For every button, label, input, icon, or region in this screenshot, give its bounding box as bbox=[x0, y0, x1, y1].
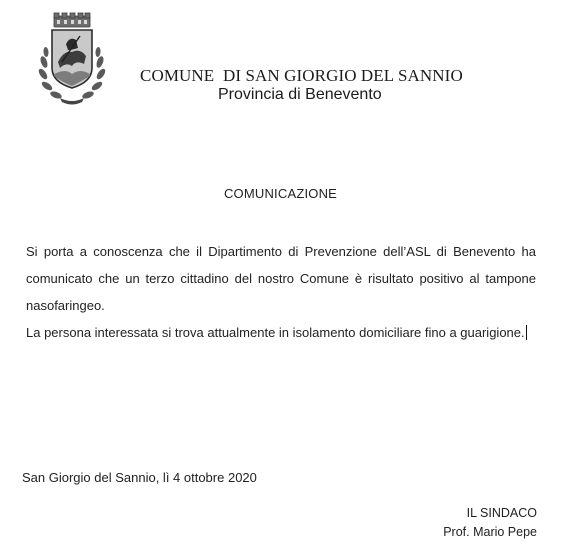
signature-title: IL SINDACO bbox=[466, 506, 537, 520]
communication-body[interactable] bbox=[26, 238, 536, 346]
municipality-title: COMUNE DI SAN GIORGIO DEL SANNIO bbox=[140, 66, 463, 85]
province-subtitle: Provincia di Benevento bbox=[218, 86, 382, 103]
signature-block bbox=[443, 504, 537, 542]
municipal-coat-of-arms-icon bbox=[36, 12, 108, 106]
text-cursor bbox=[526, 325, 527, 340]
document-heading: COMUNICAZIONE bbox=[223, 186, 338, 201]
signature-name: Prof. Mario Pepe bbox=[443, 525, 537, 539]
body-paragraph-2 bbox=[26, 319, 536, 346]
body-paragraph-2-text: La persona interessata si trova attualmente in isolamento domiciliare fino a guarigione. bbox=[26, 325, 525, 340]
body-paragraph-1: Si porta a conoscenza che il Dipartimento di Prevenzione dell’ASL di Benevento ha comunicato che un terzo cittadino del nostro Comune è risultato positivo al tampone nasofaringeo. bbox=[26, 244, 536, 313]
place-and-date: San Giorgio del Sannio, lì 4 ottobre 2020 bbox=[22, 470, 257, 485]
